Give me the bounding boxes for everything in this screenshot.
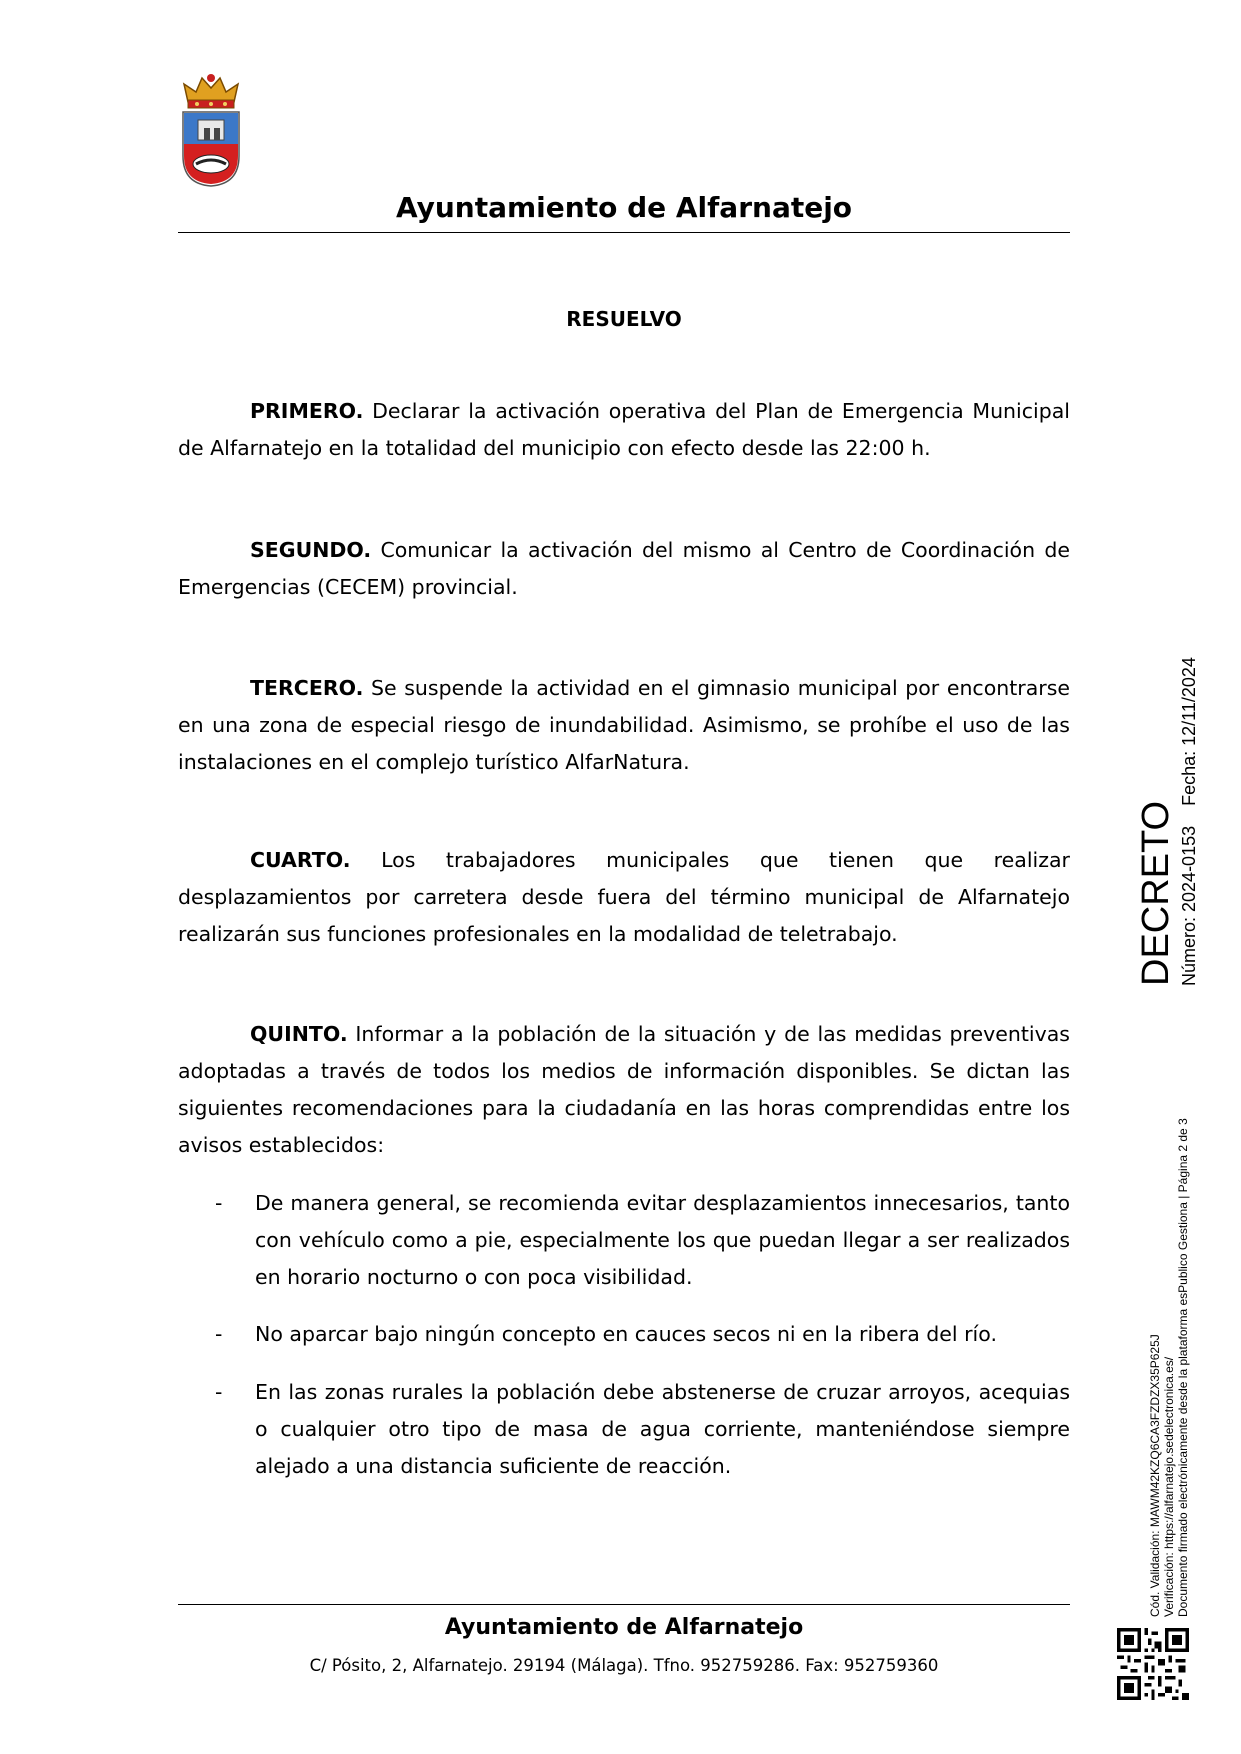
list-item (215, 1374, 1070, 1485)
footer-divider (178, 1604, 1070, 1605)
section-text: Se suspende la actividad en el gimnasio municipal por encontrarse en una zona de especial riesgo de inundabilidad. Asimismo, se prohíbe el uso de las instalaciones en el complejo turístico AlfarNatura. (178, 676, 1070, 774)
bullet-marker: - (215, 1322, 223, 1346)
footer-title: Ayuntamiento de Alfarnatejo (444, 1615, 804, 1640)
section-text: Los trabajadores municipales que tienen que realizar desplazamientos por carretera desde fuera del término municipal de Alfarnatejo realizarán sus funciones profesionales en la modalidad de teletrabajo. (178, 848, 1070, 946)
resolution-heading: RESUELVO (566, 307, 682, 331)
section-cuarto (178, 842, 1070, 953)
header-title: Ayuntamiento de Alfarnatejo (395, 191, 853, 224)
decree-number: Número: 2024-0153 (1179, 825, 1199, 986)
bullet-text: No aparcar bajo ningún concepto en cauces secos ni en la ribera del río. (255, 1322, 997, 1346)
section-primero (178, 393, 1070, 467)
section-text: Comunicar la activación del mismo al Centro de Coordinación de Emergencias (CECEM) provincial. (178, 538, 1070, 599)
section-tercero (178, 670, 1070, 781)
decree-number-date (1177, 657, 1201, 986)
section-label: CUARTO. (250, 848, 351, 872)
section-text: Declarar la activación operativa del Plan de Emergencia Municipal de Alfarnatejo en la totalidad del municipio con efecto desde las 22:00 h. (178, 399, 1070, 460)
bullet-text: De manera general, se recomienda evitar desplazamientos innecesarios, tanto con vehículo como a pie, especialmente los que puedan llegar a ser realizados en horario nocturno o con poca visibilidad. (255, 1191, 1070, 1289)
footer-address: C/ Pósito, 2, Alfarnatejo. 29194 (Málaga). Tfno. 952759286. Fax: 952759360 (309, 1656, 939, 1675)
section-quinto (178, 1016, 1070, 1164)
validation-code: Cód. Validación: MAWM42KZQ6CA3FZDZX35P625J (1148, 1334, 1162, 1617)
decree-label: DECRETO (1135, 800, 1177, 986)
header-divider (178, 232, 1070, 233)
municipal-coat-of-arms-icon (180, 72, 242, 190)
bullet-marker: - (215, 1191, 223, 1215)
bullet-marker: - (215, 1380, 223, 1404)
section-label: PRIMERO. (250, 399, 364, 423)
section-label: TERCERO. (250, 676, 364, 700)
section-label: SEGUNDO. (250, 538, 372, 562)
section-text: Informar a la población de la situación y de las medidas preventivas adoptadas a través de todos los medios de información disponibles. Se dictan las siguientes recomendaciones para la ciudadanía en las horas comprendidas entre los avisos establecidos: (178, 1022, 1070, 1157)
bullet-text: En las zonas rurales la población debe abstenerse de cruzar arroyos, acequias o cualquier otro tipo de masa de agua corriente, manteniéndose siempre alejado a una distancia suficiente de reacción. (255, 1380, 1070, 1478)
verification-url[interactable]: Verificación: https://alfarnatejo.sedelectronica.es/ (1162, 1356, 1176, 1617)
list-item (215, 1316, 1070, 1353)
section-label: QUINTO. (250, 1022, 348, 1046)
signature-note: Documento firmado electrónicamente desde la plataforma esPublico Gestiona | Página 2 de 3 (1176, 1118, 1190, 1617)
list-item (215, 1185, 1070, 1296)
qr-code-icon (1117, 1628, 1189, 1700)
decree-date: Fecha: 12/11/2024 (1179, 657, 1199, 806)
section-segundo (178, 532, 1070, 606)
